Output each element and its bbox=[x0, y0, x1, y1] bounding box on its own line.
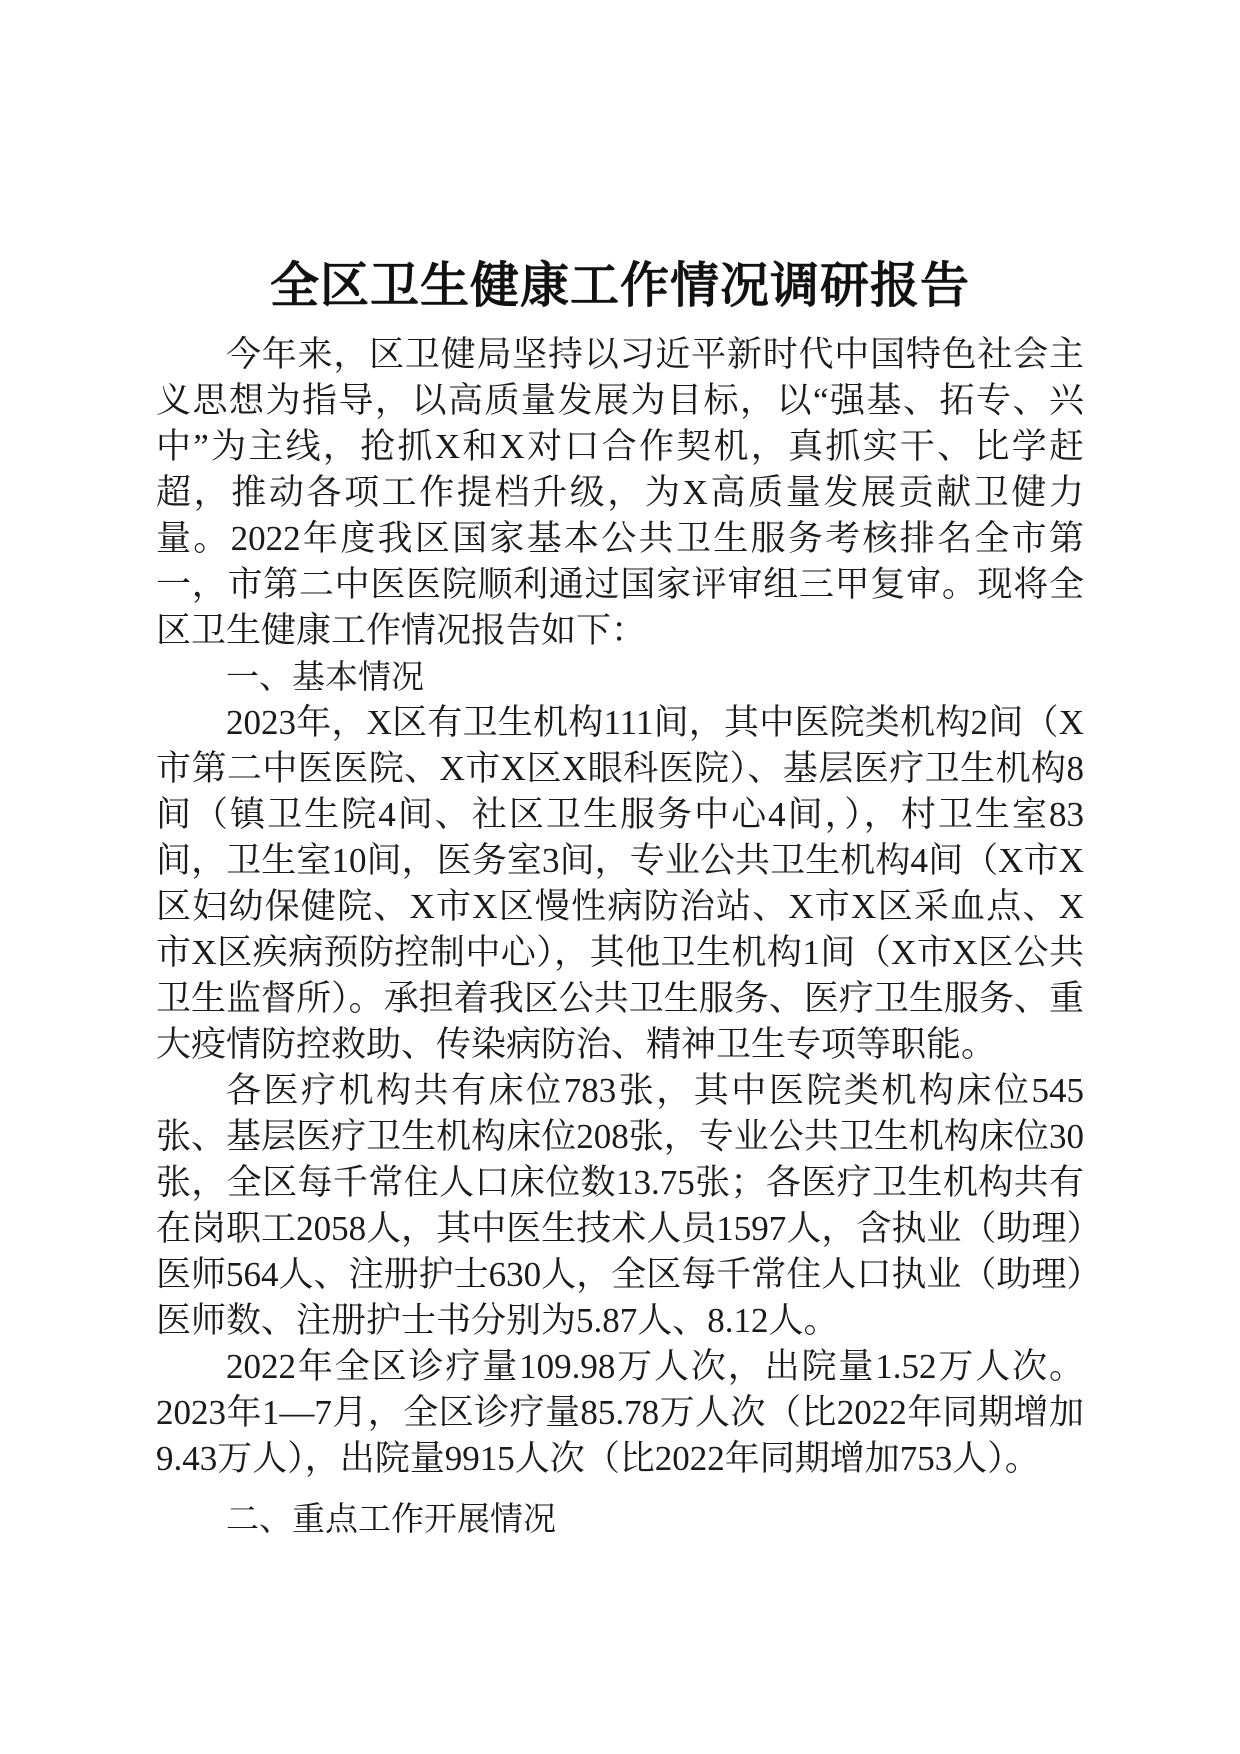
paragraph-beds-staff: 各医疗机构共有床位783张，其中医院类机构床位545张、基层医疗卫生机构床位208张，专业公共卫生机构床位30张，全区每千常住人口床位数13.75张；各医疗卫生机构共有在岗职工2058人，其中医生技术人员1597人，含执业（助理）医师564人、注册护士630人，全区每千常住人口执业（助理）医师数、注册护士书分别为5.87人、8.12人。 bbox=[156, 1071, 1084, 1340]
intro-paragraph: 今年来，区卫健局坚持以习近平新时代中国特色社会主义思想为指导，以高质量发展为目标，以“强基、拓专、兴中”为主线，抢抓X和X对口合作契机，真抓实干、比学赶超，推动各项工作提档升级，为X高质量发展贡献卫健力量。2022年度我区国家基本公共卫生服务考核排名全市第一，市第二中医医院顺利通过国家评审组三甲复审。现将全区卫生健康工作情况报告如下： bbox=[156, 335, 1084, 650]
document-page bbox=[156, 254, 1084, 1542]
document-title: 全区卫生健康工作情况调研报告 bbox=[269, 258, 970, 313]
paragraph-institutions: 2023年，X区有卫生机构111间，其中医院类机构2间（X市第二中医医院、X市X区X眼科医院）、基层医疗卫生机构8间（镇卫生院4间、社区卫生服务中心4间，），村卫生室83间，卫生室10间，医务室3间，专业公共卫生机构4间（X市X区妇幼保健院、X市X区慢性病防治站、X市X区采血点、X市X区疾病预防控制中心），其他卫生机构1间（X市X区公共卫生监督所）。承担着我区公共卫生服务、医疗卫生服务、重大疫情防控救助、传染病防治、精神卫生专项等职能。 bbox=[156, 703, 1084, 1064]
section-heading-basic-situation: 一、基本情况 bbox=[226, 657, 424, 696]
paragraph-visits: 2022年全区诊疗量109.98万人次，出院量1.52万人次。2023年1—7月，全区诊疗量85.78万人次（比2022年同期增加9.43万人），出院量9915人次（比2022年同期增加753人）。 bbox=[156, 1347, 1084, 1478]
section-heading-key-work: 二、重点工作开展情况 bbox=[226, 1499, 556, 1538]
